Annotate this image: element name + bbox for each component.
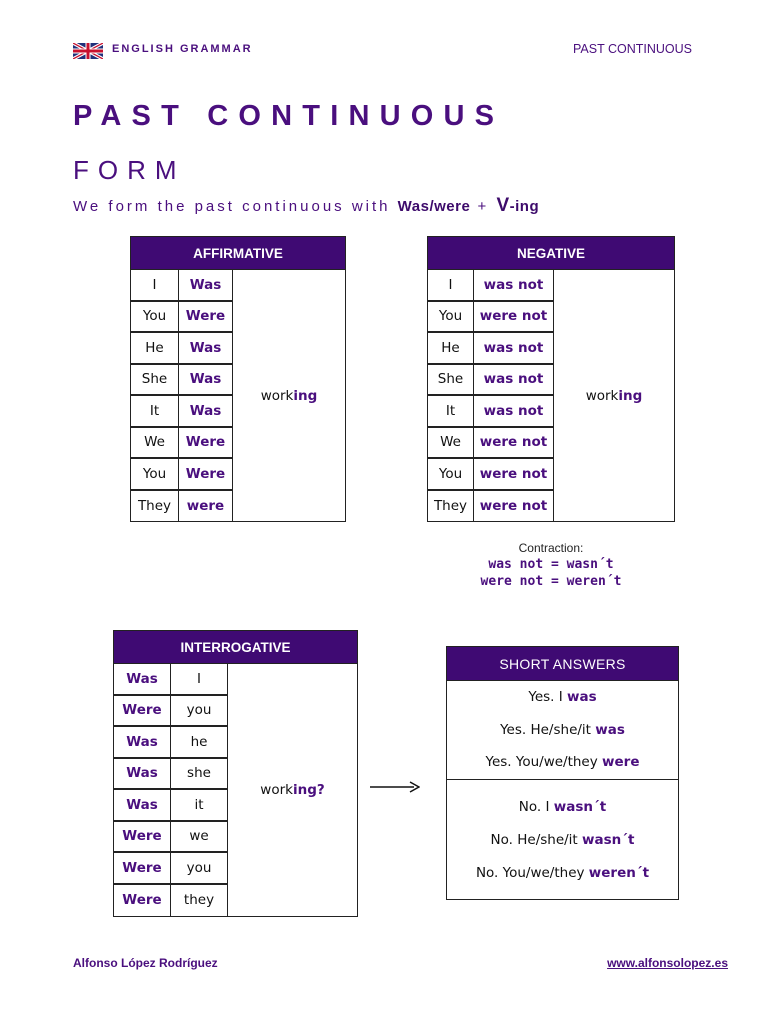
negative-cell: You — [428, 459, 474, 491]
short-answer-yes-he — [447, 722, 678, 738]
affirmative-cell: It — [131, 396, 179, 428]
negative-cell: I — [428, 270, 474, 302]
interrogative-cell: Was — [114, 664, 171, 696]
short-answers-header: SHORT ANSWERS — [447, 647, 678, 681]
intro-sentence — [73, 195, 539, 217]
negative-table — [427, 236, 675, 522]
interrogative-cell: we — [171, 822, 228, 854]
affirmative-cell: Were — [179, 459, 233, 491]
affirmative-cell: Was — [179, 270, 233, 302]
interrogative-cell: Was — [114, 759, 171, 791]
affirmative-header: AFFIRMATIVE — [131, 237, 345, 270]
affirmative-cell: Were — [179, 428, 233, 460]
answer-verb: was — [595, 722, 625, 738]
negative-cell: was not — [474, 396, 554, 428]
formula-verb: V — [496, 195, 510, 216]
formula-plus: + — [477, 198, 490, 215]
verb-stem: work — [585, 388, 619, 404]
answer-text: Yes. He/she/it — [500, 722, 596, 738]
negative-cell: were not — [474, 302, 554, 334]
negative-cell: It — [428, 396, 474, 428]
interrogative-cell: I — [171, 664, 228, 696]
short-answer-yes-you — [447, 754, 678, 770]
negative-body — [428, 270, 674, 522]
verb-ending: ing — [618, 388, 643, 404]
affirmative-cell: Was — [179, 396, 233, 428]
contraction-note — [427, 541, 675, 589]
short-answer-yes-i — [447, 689, 678, 705]
interrogative-cell: Were — [114, 853, 171, 885]
question-mark: ? — [316, 782, 325, 798]
website-link[interactable]: www.alfonsolopez.es — [607, 956, 728, 970]
interrogative-cell: you — [171, 853, 228, 885]
affirmative-cell: He — [131, 333, 179, 365]
affirmative-cell: You — [131, 302, 179, 334]
verb-stem: work — [260, 782, 293, 798]
affirmative-cell: We — [131, 428, 179, 460]
verb-ending: ing — [293, 388, 318, 404]
short-answers-box — [446, 646, 679, 900]
answer-verb: weren´t — [588, 865, 650, 881]
interrogative-cell: Were — [114, 885, 171, 917]
answer-verb: wasn´t — [553, 799, 607, 815]
contraction-were: were not = weren´t — [480, 574, 622, 589]
answer-text: No. He/she/it — [490, 832, 583, 848]
answer-verb: was — [567, 689, 597, 705]
interrogative-cell: you — [171, 696, 228, 728]
affirmative-body — [131, 270, 345, 522]
negative-cell: You — [428, 302, 474, 334]
negative-cell: He — [428, 333, 474, 365]
header-topic: PAST CONTINUOUS — [573, 42, 692, 56]
header-subject: ENGLISH GRAMMAR — [112, 43, 253, 55]
answer-text: Yes. I — [528, 689, 568, 705]
affirmative-cell: Was — [179, 365, 233, 397]
affirmative-cell: She — [131, 365, 179, 397]
answer-text: No. I — [518, 799, 554, 815]
contraction-was: was not = wasn´t — [488, 557, 614, 572]
interrogative-cell: it — [171, 790, 228, 822]
verb-ending: ing — [292, 782, 317, 798]
short-answer-no-you — [447, 865, 678, 881]
interrogative-cell: they — [171, 885, 228, 917]
affirmative-cell: were — [179, 491, 233, 523]
negative-verb-cell — [554, 270, 674, 522]
answer-verb: were — [602, 754, 640, 770]
negative-cell: was not — [474, 333, 554, 365]
formula-auxiliary: Was/were — [397, 198, 471, 215]
interrogative-header: INTERROGATIVE — [114, 631, 357, 664]
negative-cell: were not — [474, 428, 554, 460]
interrogative-cell: she — [171, 759, 228, 791]
page-title: PAST CONTINUOUS — [73, 100, 505, 132]
negative-cell: was not — [474, 365, 554, 397]
arrow-right-icon — [370, 780, 420, 794]
affirmative-cell: Were — [179, 302, 233, 334]
interrogative-cell: he — [171, 727, 228, 759]
affirmative-cell: Was — [179, 333, 233, 365]
uk-flag-icon — [73, 43, 103, 59]
verb-stem: work — [260, 388, 294, 404]
intro-text: We form the past continuous with — [73, 198, 391, 215]
affirmative-cell: They — [131, 491, 179, 523]
answer-text: No. You/we/they — [475, 865, 589, 881]
interrogative-verb-cell — [228, 664, 357, 916]
interrogative-table — [113, 630, 358, 917]
affirmative-cell: I — [131, 270, 179, 302]
negative-cell: She — [428, 365, 474, 397]
formula-ing: -ing — [509, 198, 540, 215]
answer-verb: wasn´t — [582, 832, 635, 848]
contraction-label: Contraction: — [518, 541, 584, 555]
interrogative-cell: Were — [114, 822, 171, 854]
interrogative-cell: Was — [114, 790, 171, 822]
negative-cell: was not — [474, 270, 554, 302]
interrogative-body — [114, 664, 357, 917]
negative-header: NEGATIVE — [428, 237, 674, 270]
interrogative-cell: Was — [114, 727, 171, 759]
affirmative-table — [130, 236, 346, 522]
short-answers-divider — [447, 779, 678, 780]
interrogative-cell: Were — [114, 696, 171, 728]
author-name: Alfonso López Rodríguez — [73, 956, 218, 970]
negative-cell: were not — [474, 491, 554, 523]
section-heading: FORM — [73, 155, 186, 185]
short-answer-no-he — [447, 832, 678, 848]
short-answer-no-i — [447, 799, 678, 815]
negative-cell: We — [428, 428, 474, 460]
negative-cell: were not — [474, 459, 554, 491]
affirmative-cell: You — [131, 459, 179, 491]
affirmative-verb-cell — [233, 270, 345, 522]
answer-text: Yes. You/we/they — [485, 754, 603, 770]
negative-cell: They — [428, 491, 474, 523]
